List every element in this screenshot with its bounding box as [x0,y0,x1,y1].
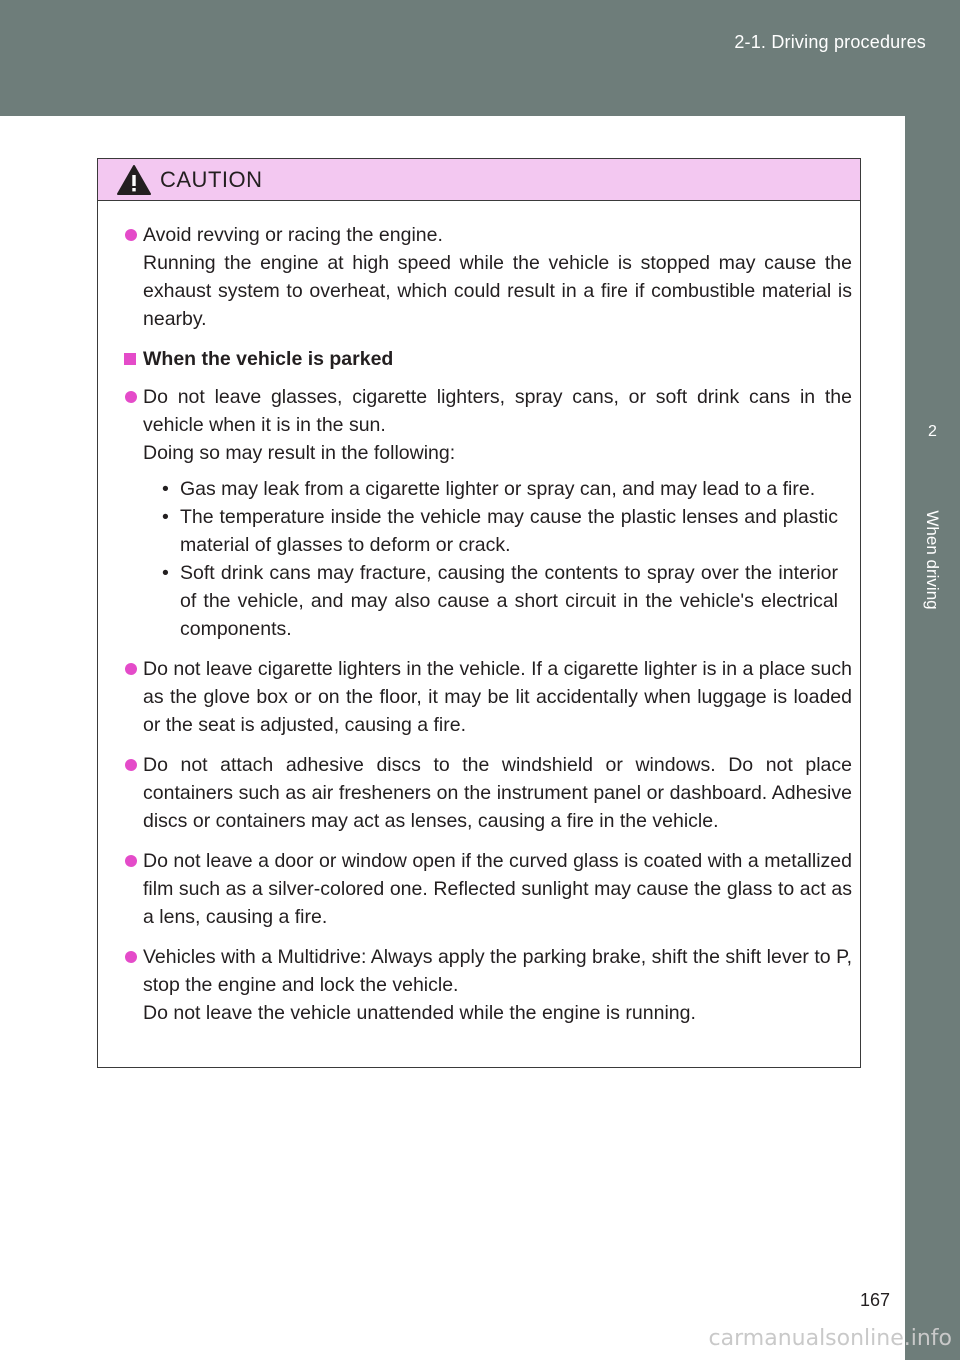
square-bullet-icon [124,353,136,365]
bullet-text: Do not leave the vehicle unattended while the engine is running. [143,1002,696,1024]
dot-marker: • [162,478,169,500]
list-item: • Gas may leak from a cigarette lighter or spray can, and may lead to a fire. [162,475,838,503]
side-tab-number: 2 [905,390,960,474]
bullet-text: Running the engine at high speed while the vehicle is stopped may cause the exhaust system to overheat, which could result in a fire if combustible material is nearby. [143,252,852,330]
bullet-glasses [124,383,852,643]
bullet-revving [124,221,852,333]
page-number: 167 [859,1290,890,1310]
warning-icon [116,164,152,196]
bullet-adhesive-discs [124,751,852,835]
header-band [0,0,960,116]
bullet-text: Do not leave glasses, cigarette lighters, spray cans, or soft drink cans in the vehicle when it is in the sun. [143,386,852,436]
side-tab-label: When driving [923,510,942,610]
side-tab-upper [905,116,960,390]
consequence-list [162,475,852,643]
bullet-text: Doing so may result in the following: [143,442,456,464]
caution-body [98,201,860,1027]
list-item: • The temperature inside the vehicle may cause the plastic lenses and plastic material of glasses to deform or crack. [162,503,838,559]
bullet-curved-glass [124,847,852,931]
dot-marker: • [162,562,169,584]
bullet-icon [125,391,137,403]
bullet-icon [125,855,137,867]
caution-header [98,159,860,201]
list-item: • Soft drink cans may fracture, causing the contents to spray over the interior of the vehicle, and may also cause a short circuit in the vehicle's electrical components. [162,559,838,643]
side-tab-lower [905,664,960,1360]
bullet-text: Do not attach adhesive discs to the windshield or windows. Do not place containers such as air fresheners on the instrument panel or dashboard. Adhesive discs or containers may act as lenses, causing a fire in the vehicle. [143,754,852,832]
dot-marker: • [162,506,169,528]
caution-title: CAUTION [160,166,263,192]
bullet-icon [125,229,137,241]
bullet-lighters [124,655,852,739]
section-title: 2-1. Driving procedures [734,32,926,52]
bullet-icon [125,759,137,771]
bullet-multidrive [124,943,852,1027]
section-heading-parked: When the vehicle is parked [124,345,852,373]
bullet-icon [125,663,137,675]
caution-box [97,158,861,1068]
bullet-text: Vehicles with a Multidrive: Always apply the parking brake, shift the shift lever to P, stop the engine and lock the vehicle. [143,946,852,996]
bullet-title: Avoid revving or racing the engine. [143,224,443,246]
bullet-text: Do not leave a door or window open if the curved glass is coated with a metallized film such as a silver-colored one. Reflected sunlight may cause the glass to act as a lens, causing a fire. [143,850,852,928]
bullet-text: Do not leave cigarette lighters in the vehicle. If a cigarette lighter is in a place such as the glove box or on the floor, it may be lit accidentally when luggage is loaded or the seat is adjusted, causing a fire. [143,658,852,736]
watermark: carmanualsonline.info [708,1326,952,1351]
bullet-icon [125,951,137,963]
